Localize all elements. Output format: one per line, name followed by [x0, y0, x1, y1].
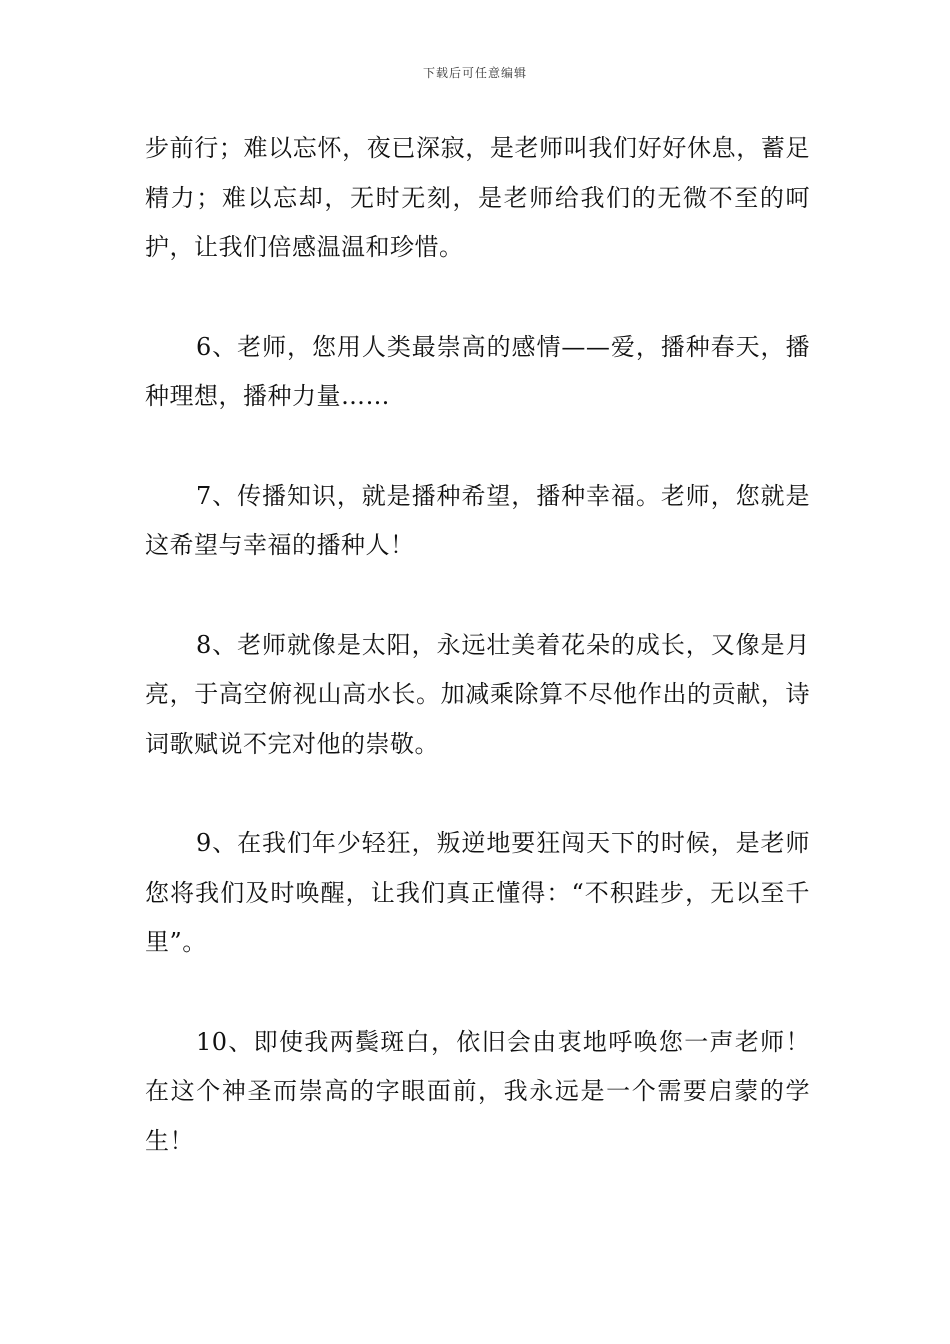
page-header-note: 下载后可任意编辑: [422, 66, 527, 80]
paragraph-10: 10、即使我两鬓斑白，依旧会由衷地呼唤您一声老师！在这个神圣而崇高的字眼面前，我永远是一个需要启蒙的学生！: [145, 1027, 810, 1155]
paragraph-7: 7、传播知识，就是播种希望，播种幸福。老师，您就是这希望与幸福的播种人！: [145, 481, 810, 559]
document-body: [145, 124, 810, 1166]
paragraph-9: 9、在我们年少轻狂，叛逆地要狂闯天下的时候，是老师您将我们及时唤醒，让我们真正懂得：“不积跬步，无以至千里”。: [145, 829, 810, 956]
paragraph-6: 6、老师，您用人类最崇高的感情——爱，播种春天，播种理想，播种力量……: [145, 332, 810, 410]
paragraph-8: 8、老师就像是太阳，永远壮美着花朵的成长，又像是月亮，于高空俯视山高水长。加减乘除算不尽他作出的贡献，诗词歌赋说不完对他的崇敬。: [145, 630, 810, 758]
paragraph-continued: 步前行；难以忘怀，夜已深寂，是老师叫我们好好休息，蓄足精力；难以忘却，无时无刻，是老师给我们的无微不至的呵护，让我们倍感温温和珍惜。: [145, 134, 810, 261]
